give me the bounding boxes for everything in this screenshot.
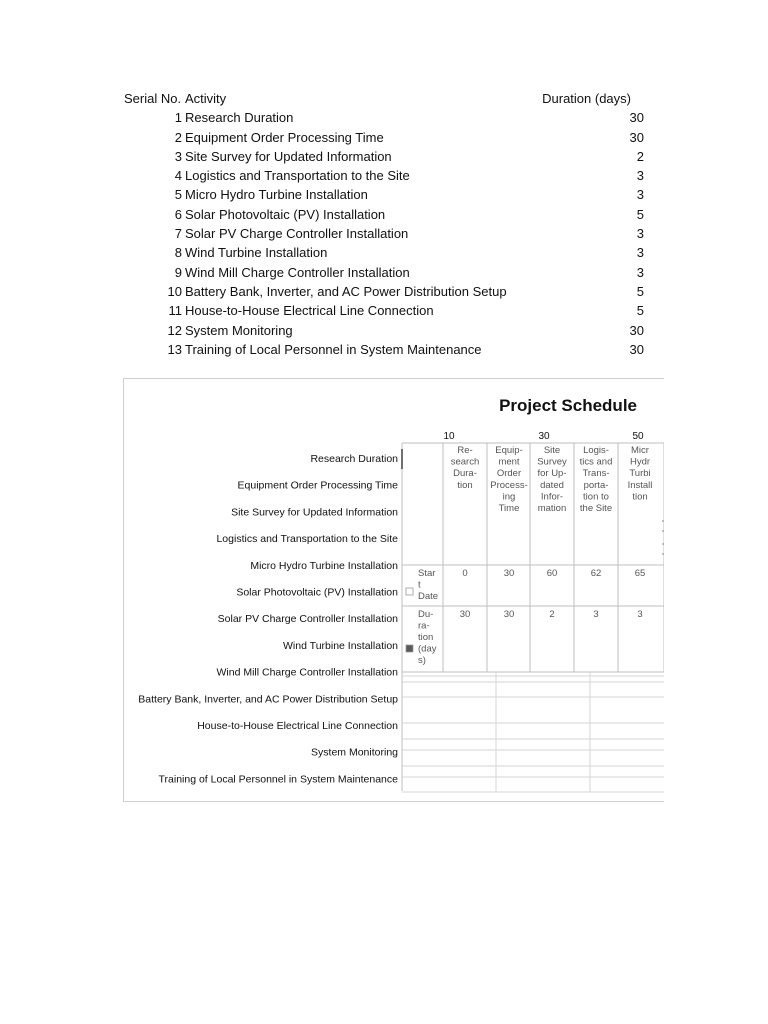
table-row — [124, 340, 646, 359]
duration-cell: 30 — [629, 110, 644, 126]
x-tick-label: 50 — [632, 431, 644, 442]
duration-cell: 3 — [636, 226, 644, 242]
data-value: 30 — [503, 568, 515, 579]
column-header-text: Hydr — [629, 456, 651, 468]
activity-cell: Research Duration — [185, 110, 294, 126]
column-header-text: Process- — [490, 479, 528, 491]
duration-cell: 30 — [629, 322, 644, 338]
category-label: Equipment Order Processing Time — [237, 479, 398, 492]
data-value: 3 — [637, 609, 643, 620]
column-header-text: Micr — [631, 445, 649, 456]
column-header-text: Dura- — [453, 468, 477, 480]
duration-legend-marker — [406, 645, 413, 652]
column-header-text: for Up- — [537, 468, 567, 480]
column-header-text: Trans- — [582, 468, 610, 480]
column-header-text: search — [450, 456, 480, 468]
series-name-text: Star — [418, 568, 436, 579]
column-header-text: tion — [632, 491, 648, 503]
category-label: Research Duration — [310, 453, 398, 465]
category-label: Micro Hydro Turbine Installation — [250, 559, 398, 572]
column-header-text: Infor- — [540, 491, 564, 503]
duration-cell: 3 — [636, 264, 644, 280]
duration-cell: 3 — [636, 168, 644, 184]
column-header-text: dated — [540, 479, 564, 491]
activity-table — [124, 89, 646, 359]
duration-cell: 5 — [636, 303, 644, 319]
serial-cell: 9 — [174, 264, 182, 280]
table-row — [124, 147, 646, 166]
serial-cell: 2 — [174, 129, 182, 145]
serial-cell: 6 — [174, 206, 182, 222]
chart-title: Project Schedule — [499, 396, 637, 415]
activity-cell: Training of Local Personnel in System Maintenance — [185, 341, 482, 357]
column-header-text: Install — [627, 479, 653, 491]
x-tick-label: 30 — [538, 431, 550, 442]
category-label: System Monitoring — [311, 746, 398, 759]
duration-header: Duration (days) — [542, 91, 631, 106]
table-row — [124, 282, 646, 301]
column-header-text: tics and — [579, 456, 613, 468]
category-label: Site Survey for Updated Information — [231, 506, 398, 519]
column-header-text: tion — [457, 479, 473, 491]
data-value: 65 — [634, 568, 646, 579]
table-row — [124, 185, 646, 204]
series-name-text: t — [418, 579, 421, 591]
serial-cell: 8 — [174, 245, 182, 261]
activity-cell: Wind Turbine Installation — [185, 245, 328, 261]
activity-cell: Solar Photovoltaic (PV) Installation — [185, 206, 386, 222]
column-header-text: ing — [502, 491, 516, 503]
activity-cell: House-to-House Electrical Line Connection — [185, 303, 434, 319]
chart-canvas — [124, 379, 664, 801]
data-value: 60 — [546, 568, 558, 579]
category-label: Solar PV Charge Controller Installation — [217, 613, 398, 626]
serial-cell: 1 — [174, 110, 182, 126]
series-name-text: tion — [418, 632, 434, 643]
category-label: Battery Bank, Inverter, and AC Power Distribution Setup — [138, 693, 398, 706]
activity-cell: Logistics and Transportation to the Site — [185, 168, 410, 184]
table-row — [124, 301, 646, 320]
column-header-text: Order — [496, 468, 522, 480]
activity-cell: Solar PV Charge Controller Installation — [185, 226, 409, 242]
category-label: Logistics and Transportation to the Site — [216, 533, 398, 546]
category-label: Wind Turbine Installation — [283, 639, 398, 652]
category-label: Solar Photovoltaic (PV) Installation — [236, 586, 398, 599]
column-header-text: mation — [537, 503, 567, 514]
series-name-text: ra- — [418, 620, 430, 632]
activity-cell: Micro Hydro Turbine Installation — [185, 187, 368, 203]
serial-header: Serial No. — [124, 91, 182, 106]
series-name-text: (day — [418, 643, 437, 655]
column-header-text: Time — [498, 503, 520, 514]
column-header-text: Turbi — [629, 468, 651, 480]
table-row — [124, 321, 646, 340]
project-schedule-chart — [123, 378, 664, 802]
table-header-row — [124, 89, 646, 108]
duration-cell: 5 — [636, 283, 644, 299]
activity-cell: System Monitoring — [185, 322, 293, 338]
duration-cell: 2 — [636, 148, 644, 164]
serial-cell: 3 — [174, 148, 182, 164]
column-header-text: ment — [498, 456, 520, 468]
serial-cell: 4 — [174, 168, 182, 184]
duration-cell: 5 — [636, 206, 644, 222]
column-header-text: Logis- — [583, 445, 609, 456]
column-header-text: porta- — [583, 479, 609, 491]
data-value: 0 — [462, 568, 468, 579]
data-value: 2 — [549, 609, 555, 620]
table-row — [124, 224, 646, 243]
activity-cell: Site Survey for Updated Information — [185, 148, 392, 164]
serial-cell: 5 — [174, 187, 182, 203]
series-name-text: Du- — [418, 609, 434, 620]
activity-cell: Battery Bank, Inverter, and AC Power Distribution Setup — [185, 283, 507, 299]
category-label: House-to-House Electrical Line Connection — [197, 720, 398, 732]
serial-cell: 11 — [168, 303, 182, 319]
table-row — [124, 243, 646, 262]
start-date-legend-marker — [406, 588, 413, 595]
serial-cell: 12 — [167, 322, 182, 338]
series-name-text: Date — [418, 591, 439, 602]
table-row — [124, 128, 646, 147]
table-row — [124, 263, 646, 282]
data-value: 62 — [590, 568, 602, 579]
column-header-text: tion to — [583, 491, 609, 503]
column-header-text: the Site — [579, 503, 613, 514]
x-tick-label: 10 — [443, 431, 455, 442]
activity-header: Activity — [185, 91, 227, 106]
duration-cell: 30 — [629, 341, 644, 357]
column-header-text: Equip- — [495, 445, 523, 456]
column-header-text: Survey — [537, 456, 567, 468]
duration-cell: 30 — [629, 129, 644, 145]
serial-cell: 10 — [167, 283, 182, 299]
column-header-text: Site — [543, 445, 561, 456]
activity-cell: Equipment Order Processing Time — [185, 129, 384, 145]
category-label: Training of Local Personnel in System Maintenance — [158, 773, 398, 786]
column-header-text: Re- — [457, 445, 473, 456]
serial-cell: 7 — [174, 226, 182, 242]
category-label: Wind Mill Charge Controller Installation — [216, 666, 398, 679]
duration-cell: 3 — [636, 187, 644, 203]
duration-cell: 3 — [636, 245, 644, 261]
data-value: 3 — [593, 609, 599, 620]
data-value: 30 — [503, 609, 515, 620]
table-body — [124, 108, 646, 359]
series-name-text: s) — [418, 655, 426, 666]
data-value: 30 — [459, 609, 471, 620]
activity-cell: Wind Mill Charge Controller Installation — [185, 264, 410, 280]
table-row — [124, 166, 646, 185]
serial-cell: 13 — [167, 341, 182, 357]
table-row — [124, 108, 646, 127]
table-row — [124, 205, 646, 224]
